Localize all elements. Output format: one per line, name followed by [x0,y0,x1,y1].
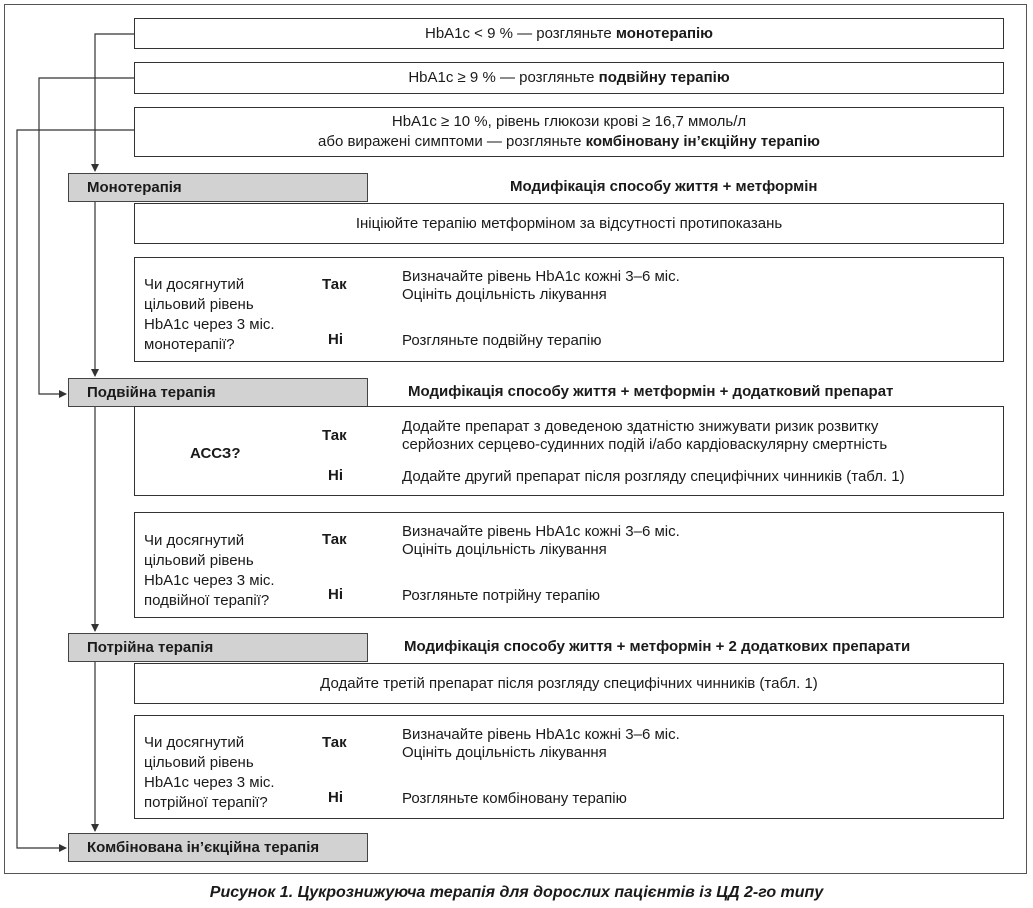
dual-yes-text-2: Оцініть доцільність лікування [402,541,607,558]
criterion-dual-bold: подвійну терапію [598,69,730,86]
criterion-dual-text: HbA1c ≥ 9 % — розгляньте [408,69,599,86]
dual-no-label: Ні [328,586,343,603]
mono-yes-text-2: Оцініть доцільність лікування [402,286,607,303]
dual-ascvd-yes-text-1: Додайте препарат з доведеною здатністю знижувати ризик розвитку [402,418,879,435]
dual-ascvd-no-text: Додайте другий препарат після розгляду специфічних чинників (табл. 1) [402,468,905,485]
mono-yes-label: Так [322,276,347,293]
tab-dual-therapy: Подвійна терапія [68,378,368,407]
dual-ascvd-no-label: Ні [328,467,343,484]
triple-question [144,733,275,813]
tab-triple-therapy: Потрійна терапія [68,633,368,662]
mono-init-box [134,203,1004,244]
triple-question-line: HbA1c через 3 міс. [144,774,275,791]
dual-question-box [134,512,1004,618]
criterion-combined-bold: комбіновану ін’єкційну терапію [585,133,820,150]
mono-question-box [134,257,1004,362]
criterion-dual-box [134,62,1004,94]
tab-combined-injection-therapy: Комбінована ін’єкційна терапія [68,833,368,862]
dual-modification: Модифікація способу життя + метформін + додатковий препарат [408,383,894,400]
dual-ascvd-question: АССЗ? [190,445,241,462]
dual-ascvd-box [134,406,1004,496]
triple-no-text: Розгляньте комбіновану терапію [402,790,627,807]
mono-yes-text-1: Визначайте рівень HbA1c кожні 3–6 міс. [402,268,680,285]
triple-add-box [134,663,1004,704]
triple-yes-label: Так [322,734,347,751]
dual-question-line: цільовий рівень [144,552,254,569]
dual-question-line: HbA1c через 3 міс. [144,572,275,589]
mono-no-label: Ні [328,331,343,348]
criterion-mono-box [134,18,1004,49]
mono-question [144,275,275,355]
criterion-combined-box [134,107,1004,157]
dual-question [144,531,275,611]
triple-yes-text-2: Оцініть доцільність лікування [402,744,607,761]
mono-question-line: HbA1c через 3 міс. [144,316,275,333]
triple-yes-text-1: Визначайте рівень HbA1c кожні 3–6 міс. [402,726,680,743]
dual-yes-label: Так [322,531,347,548]
mono-question-line: цільовий рівень [144,296,254,313]
connector-combined [17,130,134,848]
connector-dual [39,78,134,394]
mono-question-line: монотерапії? [144,336,235,353]
triple-no-label: Ні [328,789,343,806]
dual-ascvd-yes-text-2: серйозних серцево-судинних подій і/або кардіоваскулярну смертність [402,436,888,453]
connector-mono [95,34,134,171]
triple-question-box [134,715,1004,819]
triple-modification: Модифікація способу життя + метформін + 2 додаткових препарати [404,638,911,655]
mono-no-text: Розгляньте подвійну терапію [402,332,602,349]
criterion-mono-bold: монотерапію [615,24,713,42]
tab-monotherapy: Монотерапія [68,173,368,202]
criterion-combined-line2: або виражені симптоми — розгляньте [318,133,586,150]
triple-question-line: потрійної терапії? [144,794,268,811]
criterion-combined-line1: HbA1c ≥ 10 %, рівень глюкози крові ≥ 16,7 ммоль/л [391,113,747,130]
triple-question-line: цільовий рівень [144,754,254,771]
dual-no-text: Розгляньте потрійну терапію [402,587,600,604]
triple-add-text: Додайте третій препарат після розгляду специфічних чинників (табл. 1) [320,674,818,692]
criterion-mono-text: HbA1c < 9 % — розгляньте [424,24,616,42]
dual-question-line: Чи досягнутий [144,532,245,549]
dual-question-line: подвійної терапії? [144,592,270,609]
mono-modification: Модифікація способу життя + метформін [510,178,818,195]
mono-question-line: Чи досягнутий [144,276,245,293]
triple-question-line: Чи досягнутий [144,734,245,751]
mono-init-text: Ініціюйте терапію метформіном за відсутності протипоказань [355,214,783,232]
dual-ascvd-yes-label: Так [322,427,347,444]
dual-yes-text-1: Визначайте рівень HbA1c кожні 3–6 міс. [402,523,680,540]
figure-caption: Рисунок 1. Цукрознижуюча терапія для дорослих пацієнтів із ЦД 2-го типу [209,884,824,901]
